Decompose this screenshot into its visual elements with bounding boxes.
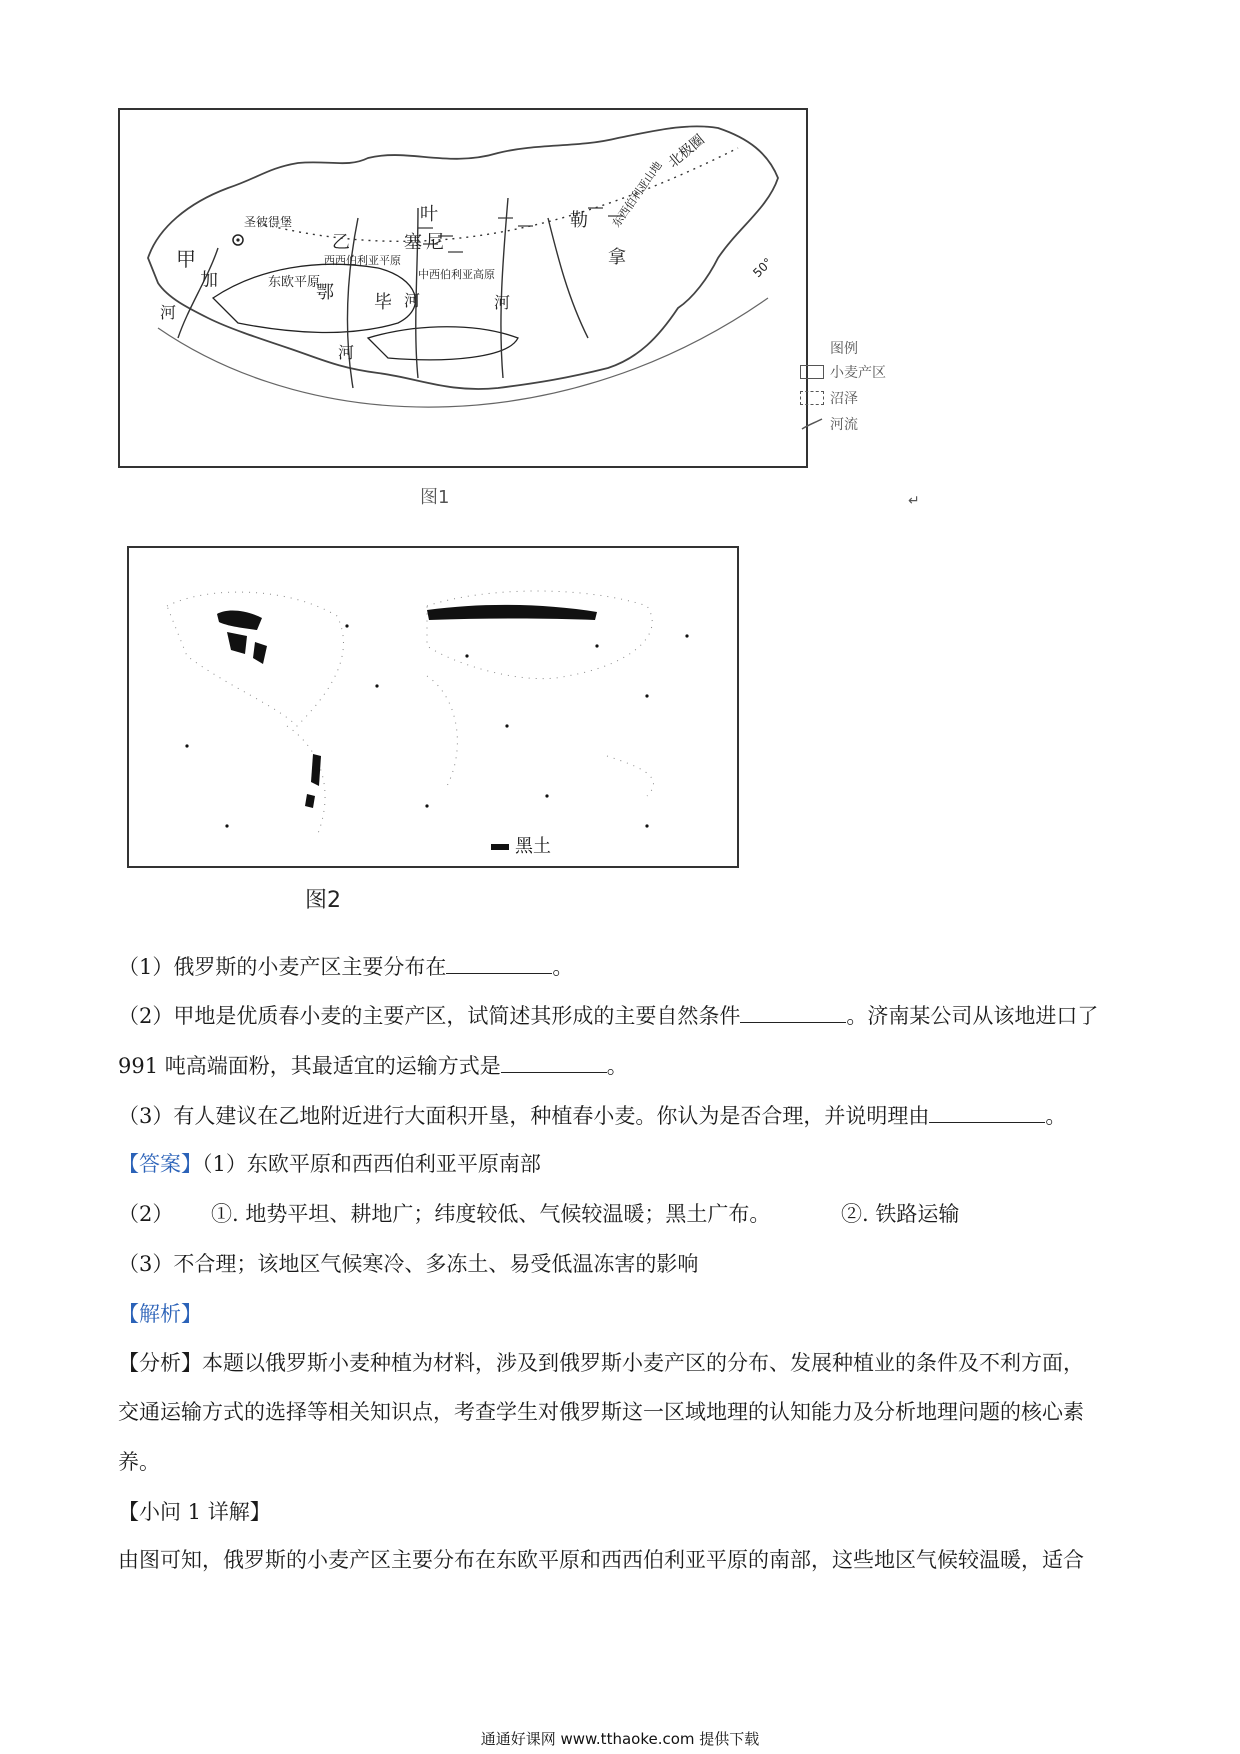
figure1-caption: 图1 [420,487,450,508]
answer-blank-1 [446,955,552,974]
sub-question-1-text: 由图可知，俄罗斯的小麦产区主要分布在东欧平原和西西伯利亚平原的南部，这些地区气候较温暖，适合 [118,1548,1084,1572]
sub-question-1-tag: 【小问 1 详解】 [118,1500,271,1524]
question-2-continuation: 。济南某公司从该地进口了 [846,1004,1099,1028]
legend-river-icon [800,417,824,431]
answer-tag: 【答案】 [118,1152,202,1176]
legend-item-swamp [800,388,930,408]
answer-line-1 [118,1152,541,1176]
question-1-text: （1）俄罗斯的小麦产区主要分布在 [118,955,447,979]
label-he-2: 河 [338,343,355,362]
label-he-3: 河 [404,291,421,310]
legend-wheat-swatch [800,365,824,379]
legend-title: 图例 [830,341,858,357]
figure1-map [118,108,808,468]
label-jia-river: 加 [200,270,218,291]
figure2-map [127,546,739,868]
label-he-4: 河 [494,293,511,312]
legend-river-label: 河流 [830,417,858,433]
figure1-legend [800,338,930,434]
question-1-end: 。 [552,955,574,979]
legend-swamp-label: 沼泽 [830,391,858,407]
label-yi: 乙 [332,232,350,253]
answer-3-text: （3）不合理；该地区气候寒冷、多冻土、易受低温冻害的影响 [118,1252,699,1276]
answer-2-number: （2） [118,1202,174,1226]
legend-item-wheat [800,362,930,382]
question-2 [118,1004,1098,1028]
answer-blank-3 [501,1054,607,1073]
label-na: 拿 [608,247,626,268]
question-3-end: 。 [1045,1104,1067,1128]
legend-wheat-label: 小麦产区 [830,365,886,381]
analysis-tag: 【解析】 [118,1302,202,1326]
label-west-siberian-plain: 西西伯利亚平原 [324,254,401,267]
question-3-text: （3）有人建议在乙地附近进行大面积开垦，种植春小麦。你认为是否合理，并说明理由 [118,1104,930,1128]
analysis-fenxi-line-3: 养。 [118,1450,160,1474]
label-bi: 毕 [374,292,392,313]
analysis-fenxi-line-1: 【分析】本题以俄罗斯小麦种植为材料，涉及到俄罗斯小麦产区的分布、发展种植业的条件及不利方面， [118,1351,1084,1375]
label-latitude-50: 50° [750,255,776,281]
return-mark: ↵ [908,493,920,509]
legend-swamp-swatch [800,391,824,405]
question-2-text: （2）甲地是优质春小麦的主要产区，试简述其形成的主要自然条件 [118,1004,741,1028]
page-footer: 通通好课网 www.tthaoke.com 提供下载 [480,1730,760,1748]
question-3 [118,1104,1066,1128]
answer-2-part-b: ②. 铁路运输 [841,1202,960,1226]
analysis-fenxi-line-2: 交通运输方式的选择等相关知识点，考查学生对俄罗斯这一区域地理的认知能力及分析地理问题的核心素 [118,1400,1084,1424]
answer-blank-4 [929,1104,1045,1123]
label-he-1: 河 [160,303,177,322]
label-arctic-circle: 北极圈 [665,131,708,172]
answer-2-part-a: ①. 地势平坦、耕地广；纬度较低、气候较温暖；黑土广布。 [211,1202,771,1226]
world-soil-map-svg [127,546,739,868]
question-2-line2 [118,1054,628,1078]
answer-line-2 [118,1202,960,1226]
label-jia: 甲 [176,247,196,271]
label-central-siberian-plateau: 中西伯利亚高原 [418,268,495,281]
russia-map-svg [118,108,808,468]
figure2-caption: 图2 [305,888,341,913]
answer-blank-2 [740,1004,846,1023]
label-city: 圣彼得堡 [244,215,293,229]
label-e: 鄂 [316,282,334,303]
question-2b-end: 。 [606,1054,628,1078]
label-ni: 尼 [426,232,444,253]
legend-black-soil-label: 黑土 [515,836,551,857]
legend-item-river [800,414,930,434]
legend-black-soil-swatch [491,844,509,850]
label-east-siberian-mountains: 东西伯利亚山地 [609,159,665,230]
label-ye: 叶 [420,204,438,225]
answer-1-text: （1）东欧平原和西西伯利亚平原南部 [202,1152,541,1176]
label-le: 勒 [570,210,588,231]
label-east-euro-plain: 东欧平原 [268,275,321,290]
question-1 [118,955,573,979]
label-sai: 塞 [404,232,422,253]
answer-line-3 [118,1252,698,1276]
question-2b-text: 991 吨高端面粉，其最适宜的运输方式是 [118,1054,501,1078]
